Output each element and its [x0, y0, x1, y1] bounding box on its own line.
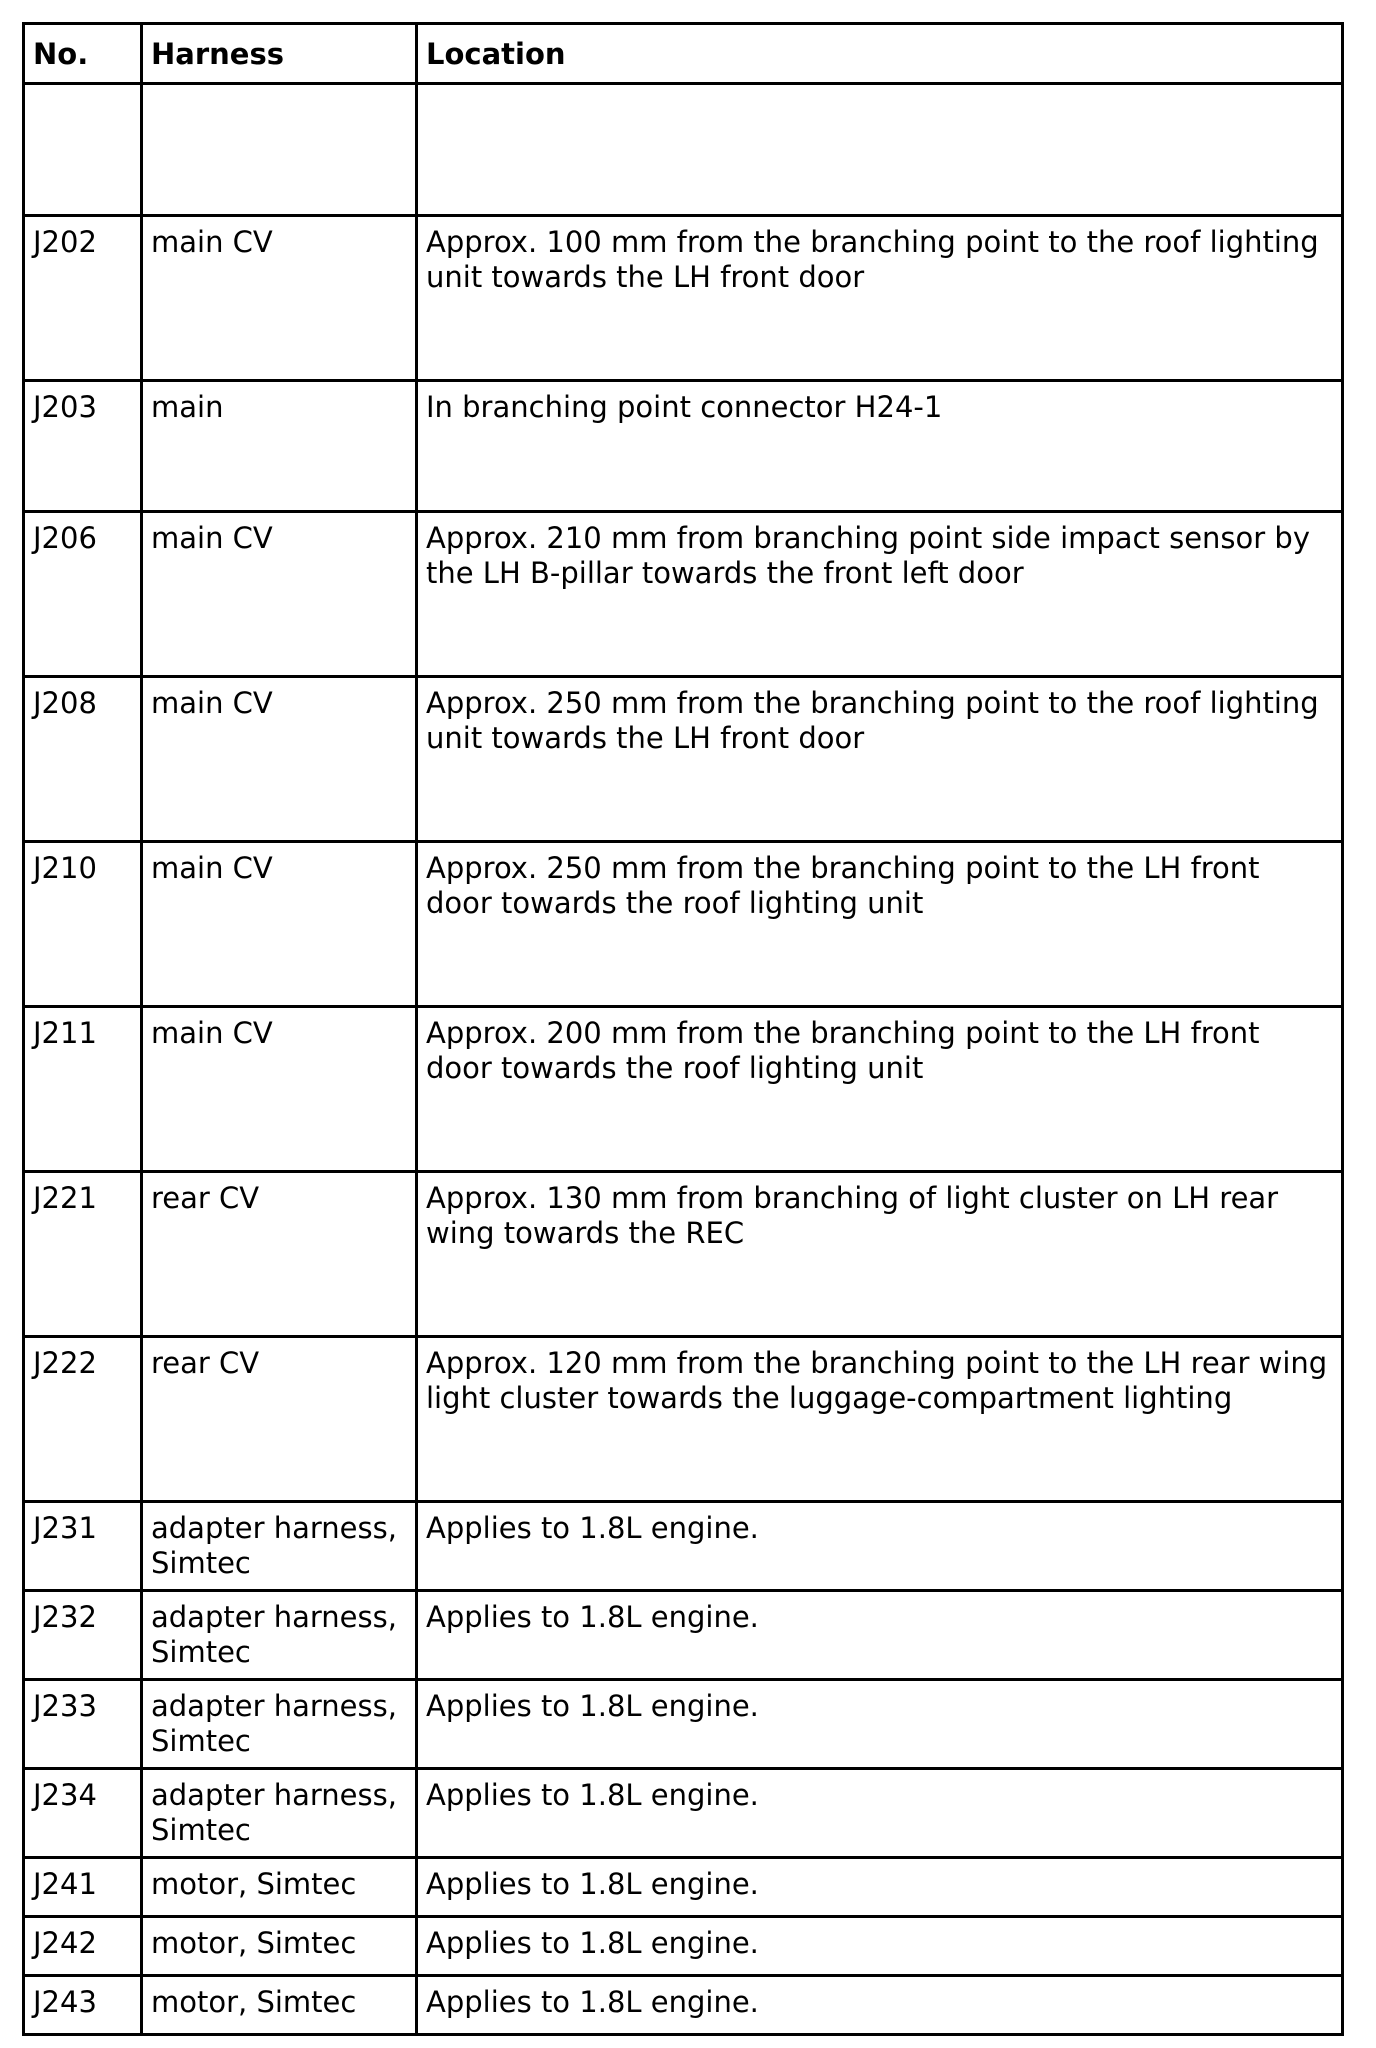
- cell-harness: [142, 84, 417, 216]
- cell-no: J232: [24, 1591, 142, 1680]
- cell-location: Applies to 1.8L engine.: [417, 1680, 1343, 1769]
- table-row: [24, 1502, 1343, 1591]
- cell-no: J206: [24, 512, 142, 677]
- table-row: [24, 84, 1343, 216]
- cell-location: Approx. 120 mm from the branching point to the LH rear wing light cluster towards the luggage-compartment lighting: [417, 1337, 1343, 1502]
- cell-harness: adapter harness, Simtec: [142, 1680, 417, 1769]
- cell-location: Applies to 1.8L engine.: [417, 1769, 1343, 1858]
- cell-no: J210: [24, 842, 142, 1007]
- cell-harness: rear CV: [142, 1172, 417, 1337]
- cell-no: J222: [24, 1337, 142, 1502]
- cell-harness: main: [142, 381, 417, 512]
- cell-no: J243: [24, 1976, 142, 2035]
- cell-location: Approx. 130 mm from branching of light cluster on LH rear wing towards the REC: [417, 1172, 1343, 1337]
- cell-location: Applies to 1.8L engine.: [417, 1591, 1343, 1680]
- cell-no: J234: [24, 1769, 142, 1858]
- cell-location: [417, 84, 1343, 216]
- cell-harness: main CV: [142, 512, 417, 677]
- table-row: [24, 1769, 1343, 1858]
- cell-harness: motor, Simtec: [142, 1858, 417, 1917]
- cell-harness: motor, Simtec: [142, 1917, 417, 1976]
- table-row: [24, 1172, 1343, 1337]
- table-row: [24, 512, 1343, 677]
- table-row: [24, 381, 1343, 512]
- table-row: [24, 1917, 1343, 1976]
- table-row: [24, 1007, 1343, 1172]
- cell-harness: motor, Simtec: [142, 1976, 417, 2035]
- column-header-no: No.: [24, 24, 142, 84]
- cell-location: Applies to 1.8L engine.: [417, 1976, 1343, 2035]
- cell-no: J208: [24, 677, 142, 842]
- cell-location: Applies to 1.8L engine.: [417, 1502, 1343, 1591]
- cell-no: J202: [24, 216, 142, 381]
- cell-no: J242: [24, 1917, 142, 1976]
- cell-location: Approx. 200 mm from the branching point to the LH front door towards the roof lighting unit: [417, 1007, 1343, 1172]
- cell-location: Approx. 210 mm from branching point side impact sensor by the LH B-pillar towards the front left door: [417, 512, 1343, 677]
- table-row: [24, 1680, 1343, 1769]
- cell-harness: adapter harness, Simtec: [142, 1502, 417, 1591]
- cell-location: Approx. 250 mm from the branching point to the roof lighting unit towards the LH front door: [417, 677, 1343, 842]
- cell-harness: main CV: [142, 677, 417, 842]
- table-header-row: [24, 24, 1343, 84]
- cell-no: J233: [24, 1680, 142, 1769]
- cell-no: J231: [24, 1502, 142, 1591]
- cell-harness: rear CV: [142, 1337, 417, 1502]
- cell-no: J241: [24, 1858, 142, 1917]
- cell-no: J221: [24, 1172, 142, 1337]
- cell-location: Approx. 250 mm from the branching point to the LH front door towards the roof lighting unit: [417, 842, 1343, 1007]
- table-row: [24, 677, 1343, 842]
- table-row: [24, 216, 1343, 381]
- table-row: [24, 1591, 1343, 1680]
- cell-no: J203: [24, 381, 142, 512]
- cell-no: [24, 84, 142, 216]
- column-header-location: Location: [417, 24, 1343, 84]
- cell-location: Applies to 1.8L engine.: [417, 1858, 1343, 1917]
- column-header-harness: Harness: [142, 24, 417, 84]
- cell-location: Approx. 100 mm from the branching point to the roof lighting unit towards the LH front door: [417, 216, 1343, 381]
- cell-harness: adapter harness, Simtec: [142, 1591, 417, 1680]
- table-row: [24, 1976, 1343, 2035]
- cell-no: J211: [24, 1007, 142, 1172]
- cell-location: Applies to 1.8L engine.: [417, 1917, 1343, 1976]
- cell-harness: main CV: [142, 216, 417, 381]
- table-row: [24, 1337, 1343, 1502]
- cell-harness: main CV: [142, 842, 417, 1007]
- cell-harness: adapter harness, Simtec: [142, 1769, 417, 1858]
- table-row: [24, 842, 1343, 1007]
- table-row: [24, 1858, 1343, 1917]
- cell-location: In branching point connector H24-1: [417, 381, 1343, 512]
- cell-harness: main CV: [142, 1007, 417, 1172]
- harness-location-table: [22, 22, 1344, 2036]
